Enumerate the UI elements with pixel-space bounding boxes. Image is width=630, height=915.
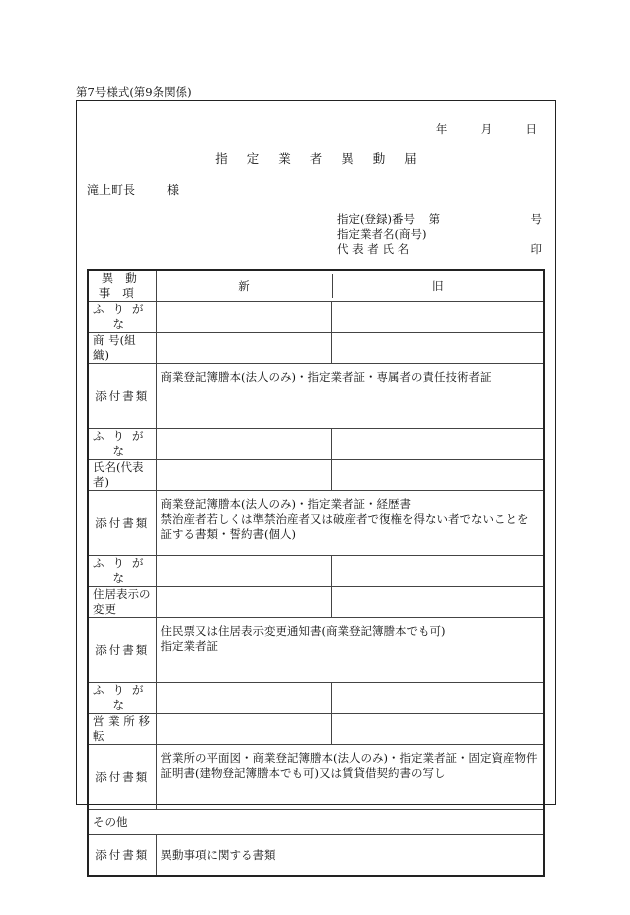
applicant-company-label: 指定業者名(商号) [337, 227, 427, 241]
form-frame [76, 100, 556, 862]
section-name: 商 号(組織) [88, 333, 156, 364]
attach-label: 添付書類 [88, 491, 156, 556]
attach-label: 添付書類 [88, 835, 156, 877]
section-name: 氏名(代表者) [88, 460, 156, 491]
table-row [88, 835, 544, 877]
name-new-cell[interactable] [156, 714, 331, 745]
applicant-company-line [337, 226, 542, 242]
date-line [436, 121, 537, 137]
date-month: 月 [480, 122, 493, 136]
furigana-new-cell[interactable] [156, 683, 331, 714]
table-row [88, 364, 544, 429]
date-day: 日 [525, 122, 537, 136]
table-row [88, 810, 544, 835]
name-new-cell[interactable] [156, 587, 331, 618]
furigana-old-cell[interactable] [331, 302, 544, 333]
name-old-cell[interactable] [331, 587, 544, 618]
recipient [87, 181, 179, 198]
attach-text: 営業所の平面図・商業登記簿謄本(法人のみ)・指定業者証・固定資産物件証明書(建物登記簿謄本でも可)又は賃貸借契約書の写し [156, 745, 544, 810]
header-new: 新 [157, 274, 333, 298]
furigana-label: ふりがな [88, 556, 156, 587]
other-label: その他 [88, 810, 544, 835]
furigana-old-cell[interactable] [331, 683, 544, 714]
furigana-new-cell[interactable] [156, 556, 331, 587]
table-row [88, 491, 544, 556]
recipient-honorific: 様 [167, 183, 180, 197]
furigana-old-cell[interactable] [331, 429, 544, 460]
attach-text: 住民票又は住居表示変更通知書(商業登記簿謄本でも可) 指定業者証 [156, 618, 544, 683]
table-row [88, 556, 544, 587]
applicant-rep-label: 代 表 者 氏 名 [337, 242, 410, 256]
furigana-label: ふりがな [88, 683, 156, 714]
other-attach-text: 異動事項に関する書類 [156, 835, 544, 877]
attach-label: 添付書類 [88, 364, 156, 429]
header-item: 異動事項 [88, 270, 156, 302]
table-row [88, 460, 544, 491]
applicant-number-line [337, 211, 542, 227]
name-new-cell[interactable] [156, 460, 331, 491]
applicant-number-suffix: 号 [530, 212, 542, 226]
section-name: 営 業 所 移 転 [88, 714, 156, 745]
table-row [88, 429, 544, 460]
furigana-label: ふりがな [88, 429, 156, 460]
attach-label: 添付書類 [88, 745, 156, 810]
name-old-cell[interactable] [331, 333, 544, 364]
table-row [88, 618, 544, 683]
furigana-new-cell[interactable] [156, 429, 331, 460]
furigana-label: ふりがな [88, 302, 156, 333]
attach-text: 商業登記簿謄本(法人のみ)・指定業者証・経歴書 禁治産者若しくは準禁治産者又は破産者で復権を得ない者でないことを証する書類・誓約書(個人) [156, 491, 544, 556]
table-row [88, 714, 544, 745]
applicant-rep-line [337, 241, 542, 257]
name-new-cell[interactable] [156, 333, 331, 364]
table-row [88, 302, 544, 333]
table-header-row [88, 270, 544, 302]
furigana-new-cell[interactable] [156, 302, 331, 333]
section-name: 住居表示の変更 [88, 587, 156, 618]
date-year: 年 [435, 122, 448, 136]
recipient-name: 滝上町長 [87, 183, 136, 197]
applicant-number-label: 指定(登録)番号 [337, 212, 415, 226]
applicant-number-prefix: 第 [428, 212, 441, 226]
attach-text: 商業登記簿謄本(法人のみ)・指定業者証・専属者の責任技術者証 [156, 364, 544, 429]
name-old-cell[interactable] [331, 460, 544, 491]
attach-label: 添付書類 [88, 618, 156, 683]
table-row [88, 683, 544, 714]
form-number-label: 第7号様式(第9条関係) [76, 85, 192, 99]
table-row [88, 587, 544, 618]
name-old-cell[interactable] [331, 714, 544, 745]
table-row [88, 333, 544, 364]
document-title: 指定業者異動届 [215, 151, 436, 166]
table-row [88, 745, 544, 810]
seal-mark: 印 [530, 242, 542, 256]
header-old: 旧 [432, 278, 444, 293]
change-items-table [87, 269, 545, 877]
furigana-old-cell[interactable] [331, 556, 544, 587]
